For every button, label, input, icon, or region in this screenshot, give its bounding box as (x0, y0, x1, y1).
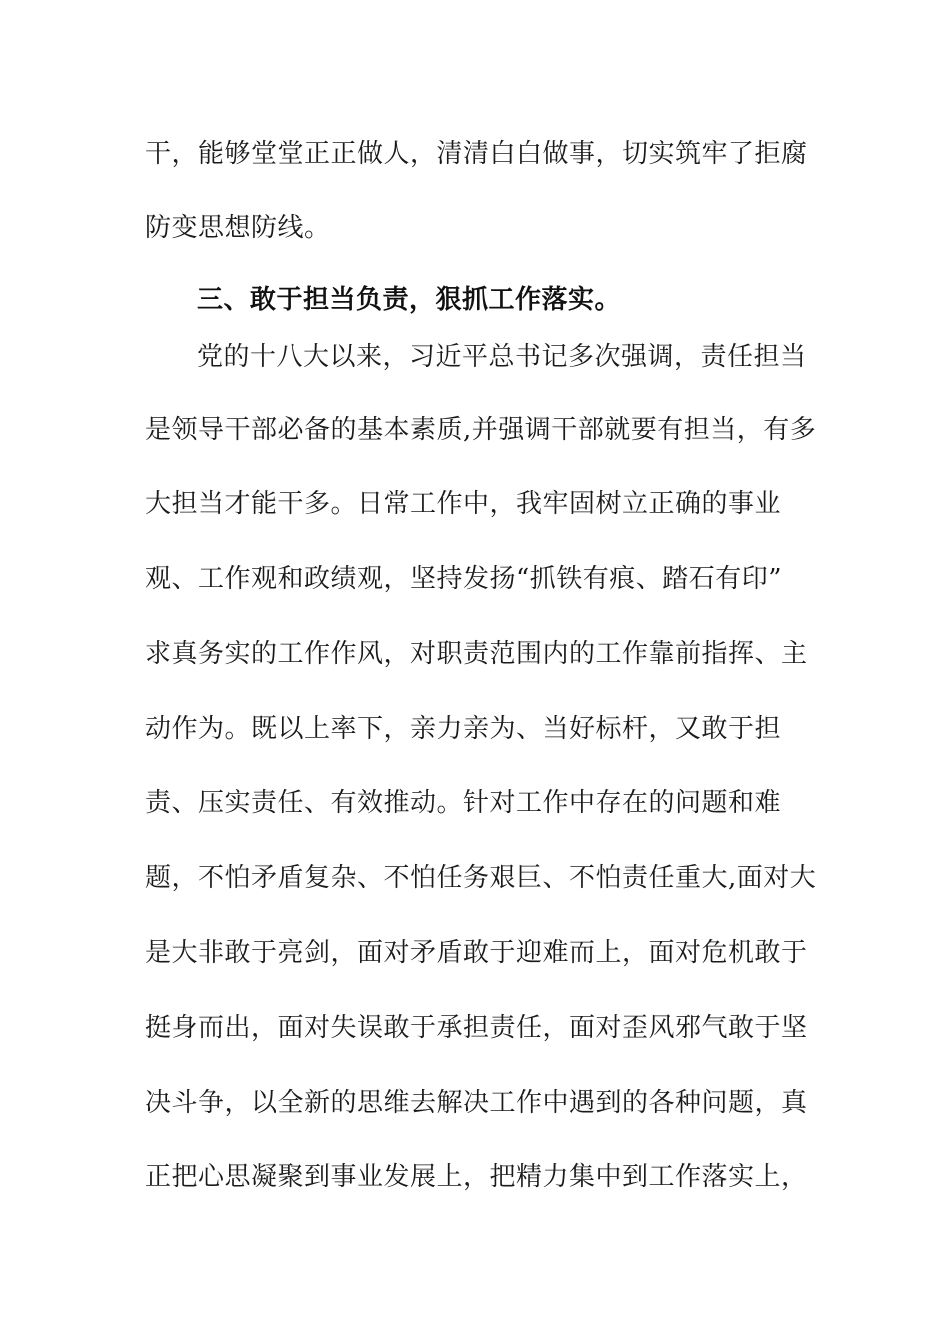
body-text-line: 正把心思凝聚到事业发展上，把精力集中到工作落实上， (145, 1162, 808, 1192)
body-text-line: 大担当才能干多。日常工作中，我牢固树立正确的事业 (145, 489, 782, 519)
body-text-line: 是大非敢于亮剑，面对矛盾敢于迎难而上，面对危机敢于 (145, 938, 808, 968)
body-text-line: 动作为。既以上率下，亲力亲为、当好标杆，又敢于担 (145, 714, 782, 744)
body-text-line: 责、压实责任、有效推动。针对工作中存在的问题和难 (145, 788, 782, 818)
section-heading: 三、敢于担当负责，狠抓工作落实。 (197, 285, 622, 315)
body-text-line: 观、工作观和政绩观，坚持发扬“抓铁有痕、踏石有印” (145, 564, 783, 594)
body-text-line: 决斗争，以全新的思维去解决工作中遇到的各种问题，真 (145, 1088, 808, 1118)
body-text-line: 防变思想防线。 (145, 213, 331, 243)
paragraph-first-line: 党的十八大以来，习近平总书记多次强调，责任担当 (197, 342, 807, 372)
body-text-line: 是领导干部必备的基本素质,并强调干部就要有担当，有多 (145, 415, 817, 445)
body-text-line: 题，不怕矛盾复杂、不怕任务艰巨、不怕责任重大,面对大 (145, 863, 817, 893)
body-text-line: 干，能够堂堂正正做人，清清白白做事，切实筑牢了拒腐 (145, 139, 808, 169)
body-text-line: 求真务实的工作作风，对职责范围内的工作靠前指挥、主 (145, 639, 808, 669)
body-text-line: 挺身而出，面对失误敢于承担责任，面对歪风邪气敢于坚 (145, 1013, 808, 1043)
